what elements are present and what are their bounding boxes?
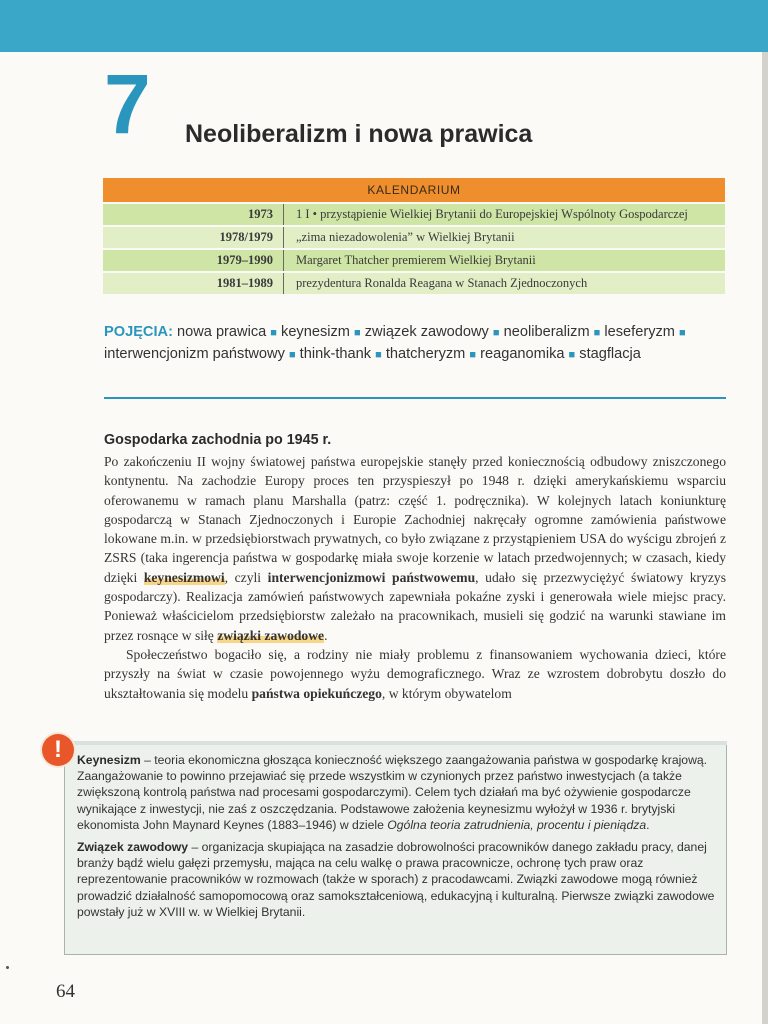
key-term: nowa prawica	[177, 324, 267, 340]
kalendarium-header: KALENDARIUM	[103, 178, 725, 202]
definitions-box	[64, 741, 727, 955]
key-term: neoliberalizm	[503, 324, 590, 340]
square-bullet-icon: ■	[593, 327, 601, 339]
key-terms-label: POJĘCIA:	[104, 324, 173, 340]
kalendarium-event: Margaret Thatcher premierem Wielkiej Brytanii	[283, 250, 725, 271]
section-divider	[104, 397, 726, 399]
text-run: Po zakończeniu II wojny światowej państwa europejskie stanęły przed koniecznością odbudowy zniszczonego kontynentu. Na zachodzie Europy proces ten przyspieszył po 1948 r. dzięki amerykańskiemu wsparciu oferowanemu w ramach planu Marshalla (patrz: część 1. podręcznika). W kolejnych latach koniunkturę gospodarczą w Stanach Zjednoczonych i Europie Zachodniej nakręcały ogromne zamówienia państwowe lokowane m.in. w przedsiębiorstwach prywatnych, co było związane z przystąpieniem USA do wyścigu zbrojeń z ZSRS (taka ingerencja państwa w gospodarkę miała swoje korzenie w latach przedwojennych; w czasach, kiedy dzięki	[104, 454, 726, 585]
chapter-title: Neoliberalizm i nowa prawica	[185, 120, 533, 148]
kalendarium-year: 1978/1979	[219, 230, 273, 244]
definition-text: .	[646, 817, 650, 832]
definitions-box-top-accent	[64, 741, 727, 745]
kalendarium-table	[103, 178, 725, 294]
square-bullet-icon: ■	[679, 327, 686, 339]
key-term: leseferyzm	[604, 324, 675, 340]
key-term: keynesizm	[281, 324, 350, 340]
chapter-number: 7	[104, 57, 151, 151]
kalendarium-year: 1979–1990	[216, 253, 273, 267]
key-term: związek zawodowy	[364, 324, 489, 340]
square-bullet-icon: ■	[354, 327, 361, 339]
definition	[77, 839, 715, 920]
margin-dot	[6, 966, 9, 969]
page-number: 64	[56, 981, 75, 1002]
kalendarium-row	[103, 273, 725, 294]
key-term: reaganomika	[480, 346, 565, 362]
kalendarium-event: 1 I • przystąpienie Wielkiej Brytanii do Europejskiej Wspólnoty Gospodarczej	[283, 204, 725, 225]
key-term: stagflacja	[579, 346, 641, 362]
square-bullet-icon: ■	[492, 327, 500, 339]
kalendarium-event: prezydentura Ronalda Reagana w Stanach Zjednoczonych	[283, 273, 725, 294]
key-term: interwencjonizm państwowy	[104, 346, 285, 362]
kalendarium-row	[103, 204, 725, 225]
work-title: Ogólna teoria zatrudnienia, procentu i pieniądza	[387, 817, 647, 832]
square-bullet-icon: ■	[375, 349, 382, 361]
kalendarium-year: 1973	[248, 207, 273, 221]
text-run: .	[324, 627, 328, 643]
key-term: think-thank	[299, 346, 372, 362]
text-run: , czyli	[224, 569, 268, 585]
definition-term: Keynesizm	[77, 753, 141, 767]
text-run: , udało się przezwyciężyć światowy kryzys gospodarczy). Realizacja zamówień państwowych zapewniała pokaźne zyski i generowała wiele miejsc pracy. Ponieważ właścicielom przedsiębiorstw zależało na pracownikach, musieli się godzić na warunki stawiane im przez rosnące w siłę	[104, 569, 726, 643]
kalendarium-year: 1981–1989	[216, 276, 273, 290]
kalendarium-event: „zima niezadowolenia” w Wielkiej Brytanii	[283, 227, 725, 248]
highlighted-term: związki zawodowe	[217, 627, 325, 643]
highlighted-term: keynesizmowi	[143, 569, 225, 585]
bold-term: interwencjonizmowi państwowemu	[267, 569, 476, 585]
kalendarium-row	[103, 250, 725, 271]
bold-term: państwa opiekuńczego	[251, 685, 382, 701]
text-run: Społeczeństwo bogaciło się, a rodziny nie miały problemu z finansowaniem wychowania dzieci, które przyszły na świat w czasie powojennego wyżu demograficznego. Wraz ze wzrostem dobrobytu doszło do ukształtowania się modelu	[104, 646, 726, 701]
square-bullet-icon: ■	[469, 349, 477, 361]
definition	[77, 752, 715, 833]
exclamation-icon: !	[42, 734, 74, 766]
page-edge-shadow	[762, 52, 768, 1024]
body-text	[104, 452, 726, 703]
top-color-band	[0, 0, 768, 52]
text-run: , w którym obywatelom	[381, 685, 512, 701]
paragraph	[104, 452, 726, 645]
key-terms	[104, 322, 726, 366]
definition-text: – teoria ekonomiczna głosząca konieczność większego zaangażowania państwa w gospodarkę krajową. Zaangażowanie to powinno przejawiać się przede wszystkim w czynionych przez państwo inwestycjach (a także zwiększoną kontrolą państwa nad procesami gospodarczymi). Celem tych działań ma być ożywienie gospodarcze wynikające z inwestycji, nie zaś z oszczędzania. Podstawowe założenia keynesizmu wyłożył w 1936 r. brytyjski ekonomista John Maynard Keynes (1883–1946) w dziele	[77, 753, 708, 832]
definition-term: Związek zawodowy	[77, 840, 189, 855]
square-bullet-icon: ■	[288, 349, 296, 361]
square-bullet-icon: ■	[568, 349, 576, 361]
kalendarium-row	[103, 227, 725, 248]
key-term: thatcheryzm	[385, 346, 466, 362]
square-bullet-icon: ■	[270, 327, 277, 339]
paragraph	[104, 645, 726, 703]
section-heading: Gospodarka zachodnia po 1945 r.	[104, 432, 332, 448]
definition-text: – organizacja skupiająca na zasadzie dobrowolności pracowników danego zakładu pracy, danej branży bądź wielu gałęzi przemysłu, mająca na celu walkę o prawa pracownicze, ochronę tych praw oraz reprezentowanie pracowników w rozmowach (także w sporach) z pracodawcami. Związki zawodowe mogą również prowadzić działalność samopomocową oraz samokształceniową, edukacyjną i kulturalną. Pierwsze związki zawodowe powstały już w XVIII w. w Wielkiej Brytanii.	[77, 840, 715, 919]
definitions-content	[77, 752, 715, 920]
